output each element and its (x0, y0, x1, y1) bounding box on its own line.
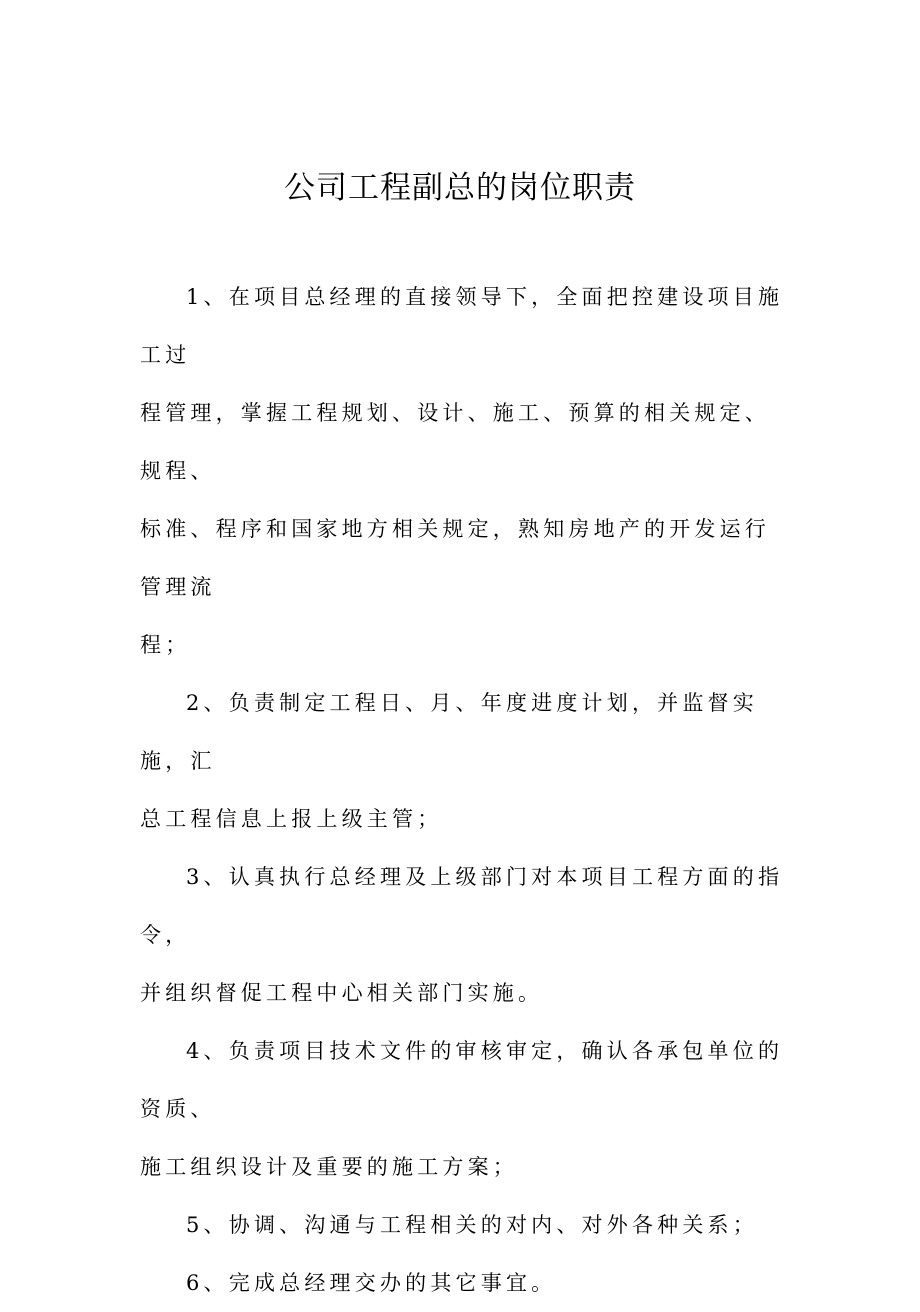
page-title: 公司工程副总的岗位职责 (284, 170, 636, 206)
text-line: 6、完成总经理交办的其它事宜。 (186, 1271, 557, 1295)
paragraph-2 (140, 674, 788, 848)
text-line: 施工组织设计及重要的施工方案； (140, 1155, 518, 1179)
document-body (140, 268, 788, 1312)
text-line: 4、负责项目技术文件的审核审定，确认各承包单位的资质、 (140, 1039, 784, 1121)
text-line: 2、负责制定工程日、月、年度进度计划，并监督实施，汇 (140, 691, 758, 773)
paragraph-1 (140, 268, 788, 674)
text-line: 程管理，掌握工程规划、设计、施工、预算的相关规定、规程、 (140, 401, 770, 483)
text-line: 3、认真执行总经理及上级部门对本项目工程方面的指令， (140, 865, 784, 947)
paragraph-5 (140, 1196, 788, 1254)
paragraph-3 (140, 848, 788, 1022)
text-line: 5、协调、沟通与工程相关的对内、对外各种关系； (186, 1213, 758, 1237)
paragraph-4 (140, 1022, 788, 1196)
paragraph-6 (140, 1254, 788, 1312)
text-line: 总工程信息上报上级主管； (140, 807, 443, 831)
text-line: 标准、程序和国家地方相关规定，熟知房地产的开发运行管理流 (140, 517, 770, 599)
text-line: 程； (140, 633, 191, 657)
text-line: 1、在项目总经理的直接领导下，全面把控建设项目施工过 (140, 285, 784, 367)
text-line: 并组织督促工程中心相关部门实施。 (140, 981, 544, 1005)
